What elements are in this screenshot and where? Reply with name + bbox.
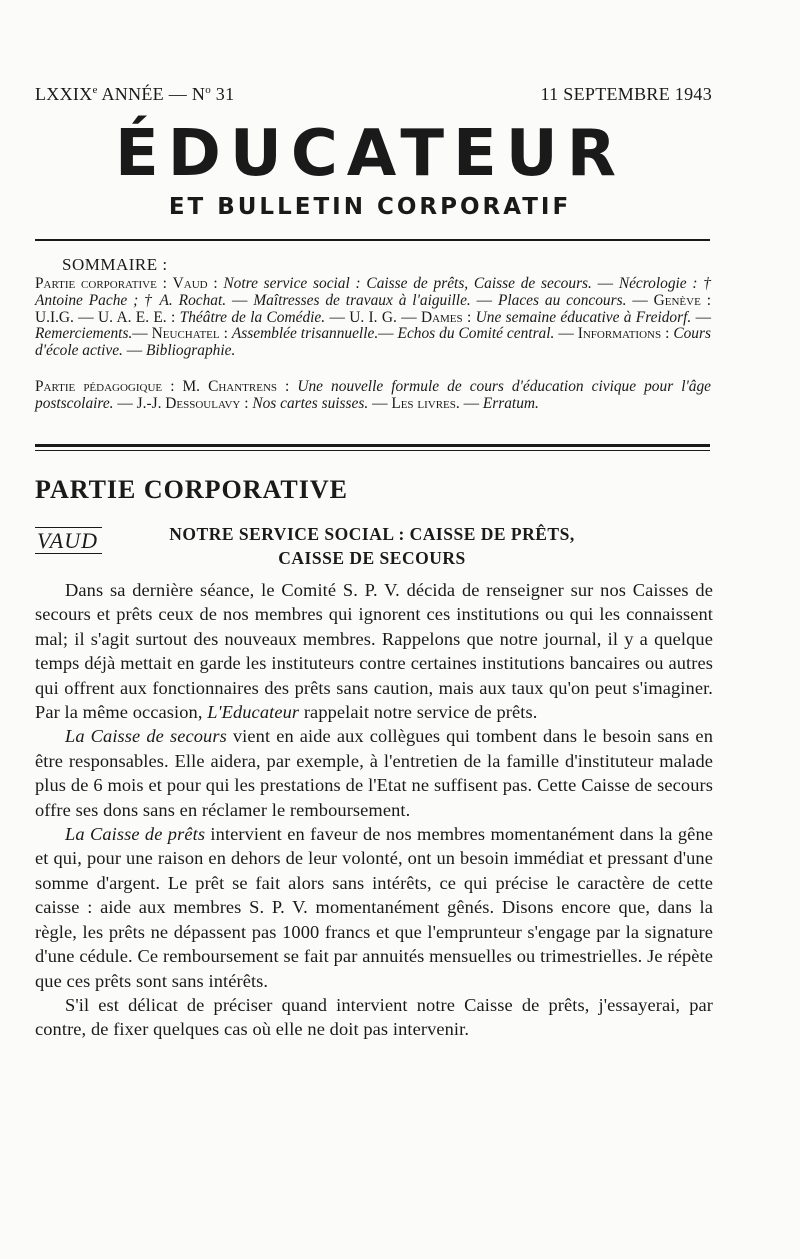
issue-line bbox=[35, 84, 712, 105]
article-body bbox=[35, 578, 713, 1042]
article-title: NOTRE SERVICE SOCIAL : CAISSE DE PRÊTS, CAISSE DE SECOURS bbox=[169, 524, 575, 568]
masthead-subtitle: ET BULLETIN CORPORATIF bbox=[168, 194, 572, 220]
paragraph: La Caisse de secours vient en aide aux collègues qui tombent dans le besoin sans en être responsables. Elle aidera, par exemple, à l'entretien de la famille d'instituteur malade plus de 6 mois et pour qui les prestations de l'Etat ne suffisent pas. Cette Caisse de secours offre ses dons sans en réclamer le remboursement. bbox=[35, 726, 713, 820]
header-rule bbox=[35, 239, 710, 241]
summary-corporative: Partie corporative : Vaud : Notre service social : Caisse de prêts, Caisse de secours. — Nécrologie : † Antoine Pache ; † A. Rochat. — Maîtresses de travaux à l'aiguille. — Places au concours. — Genève : U.I.G. — U. A. E. E. : Théâtre de la Comédie. — U. I. G. — Dames : Une semaine éducative à Freidorf. — Remerciements.— Neuchatel : Assemblée trisannuelle.— Echos du Comité central. — Informations : Cours d'école active. — Bibliographie. bbox=[35, 275, 712, 360]
canton-label: VAUD bbox=[35, 527, 102, 554]
paragraph: La Caisse de prêts intervient en faveur de nos membres momentanément dans la gêne et qui, pour une raison en dehors de leur volonté, ont un besoin immédiat et pressant d'une somme d'argent. Le prêt se fait alors sans intérêts, ce qui précise le caractère de cette caisse : aide aux membres S. P. V. momentanément gênés. Disons encore que, dans la règle, les prêts ne dépassent pas 1000 francs et que l'emprunteur s'engage par la signature d'une cédule. Ce remboursement se fait par annuités mensuelles ou trimestrielles. Je répète que ces prêts sont sans intérêts. bbox=[35, 824, 714, 991]
paragraph: Dans sa dernière séance, le Comité S. P. V. décida de renseigner sur nos Caisses de secours et prêts ceux de nos membres qui ignorent ces institutions ou qui les connaissent mal; il s'agit surtout des nouveaux membres. Rappelons que notre journal, il y a quelque temps déjà mettait en garde les instituteurs contre certaines institutions bancaires ou autres qui offrent aux fonctionnaires des prêts sans caution, mais aux taux qu'on peut s'imaginer. Par la même occasion, L'Educateur rappelait notre service de prêts. bbox=[35, 580, 713, 723]
issue-date: 11 SEPTEMBRE 1943 bbox=[540, 84, 712, 104]
section-title: PARTIE CORPORATIVE bbox=[35, 475, 348, 504]
paragraph: S'il est délicat de préciser quand intervient notre Caisse de prêts, j'essayerai, par contre, de fixer quelques cas où elle ne doit pas intervenir. bbox=[35, 994, 713, 1040]
masthead-title: ÉDUCATEUR bbox=[115, 117, 625, 191]
sommaire-label: SOMMAIRE : bbox=[62, 255, 168, 274]
section-rule-thin bbox=[35, 450, 710, 451]
summary-pedagogique: Partie pédagogique : M. Chantrens : Une nouvelle formule de cours d'éducation civique pour l'âge postscolaire. — J.-J. Dessoulavy : Nos cartes suisses. — Les livres. — Erratum. bbox=[35, 378, 712, 412]
section-rule-thick bbox=[35, 444, 710, 447]
issue-number: LXXIXe ANNÉE — $N^o$ 31 bbox=[35, 84, 235, 104]
